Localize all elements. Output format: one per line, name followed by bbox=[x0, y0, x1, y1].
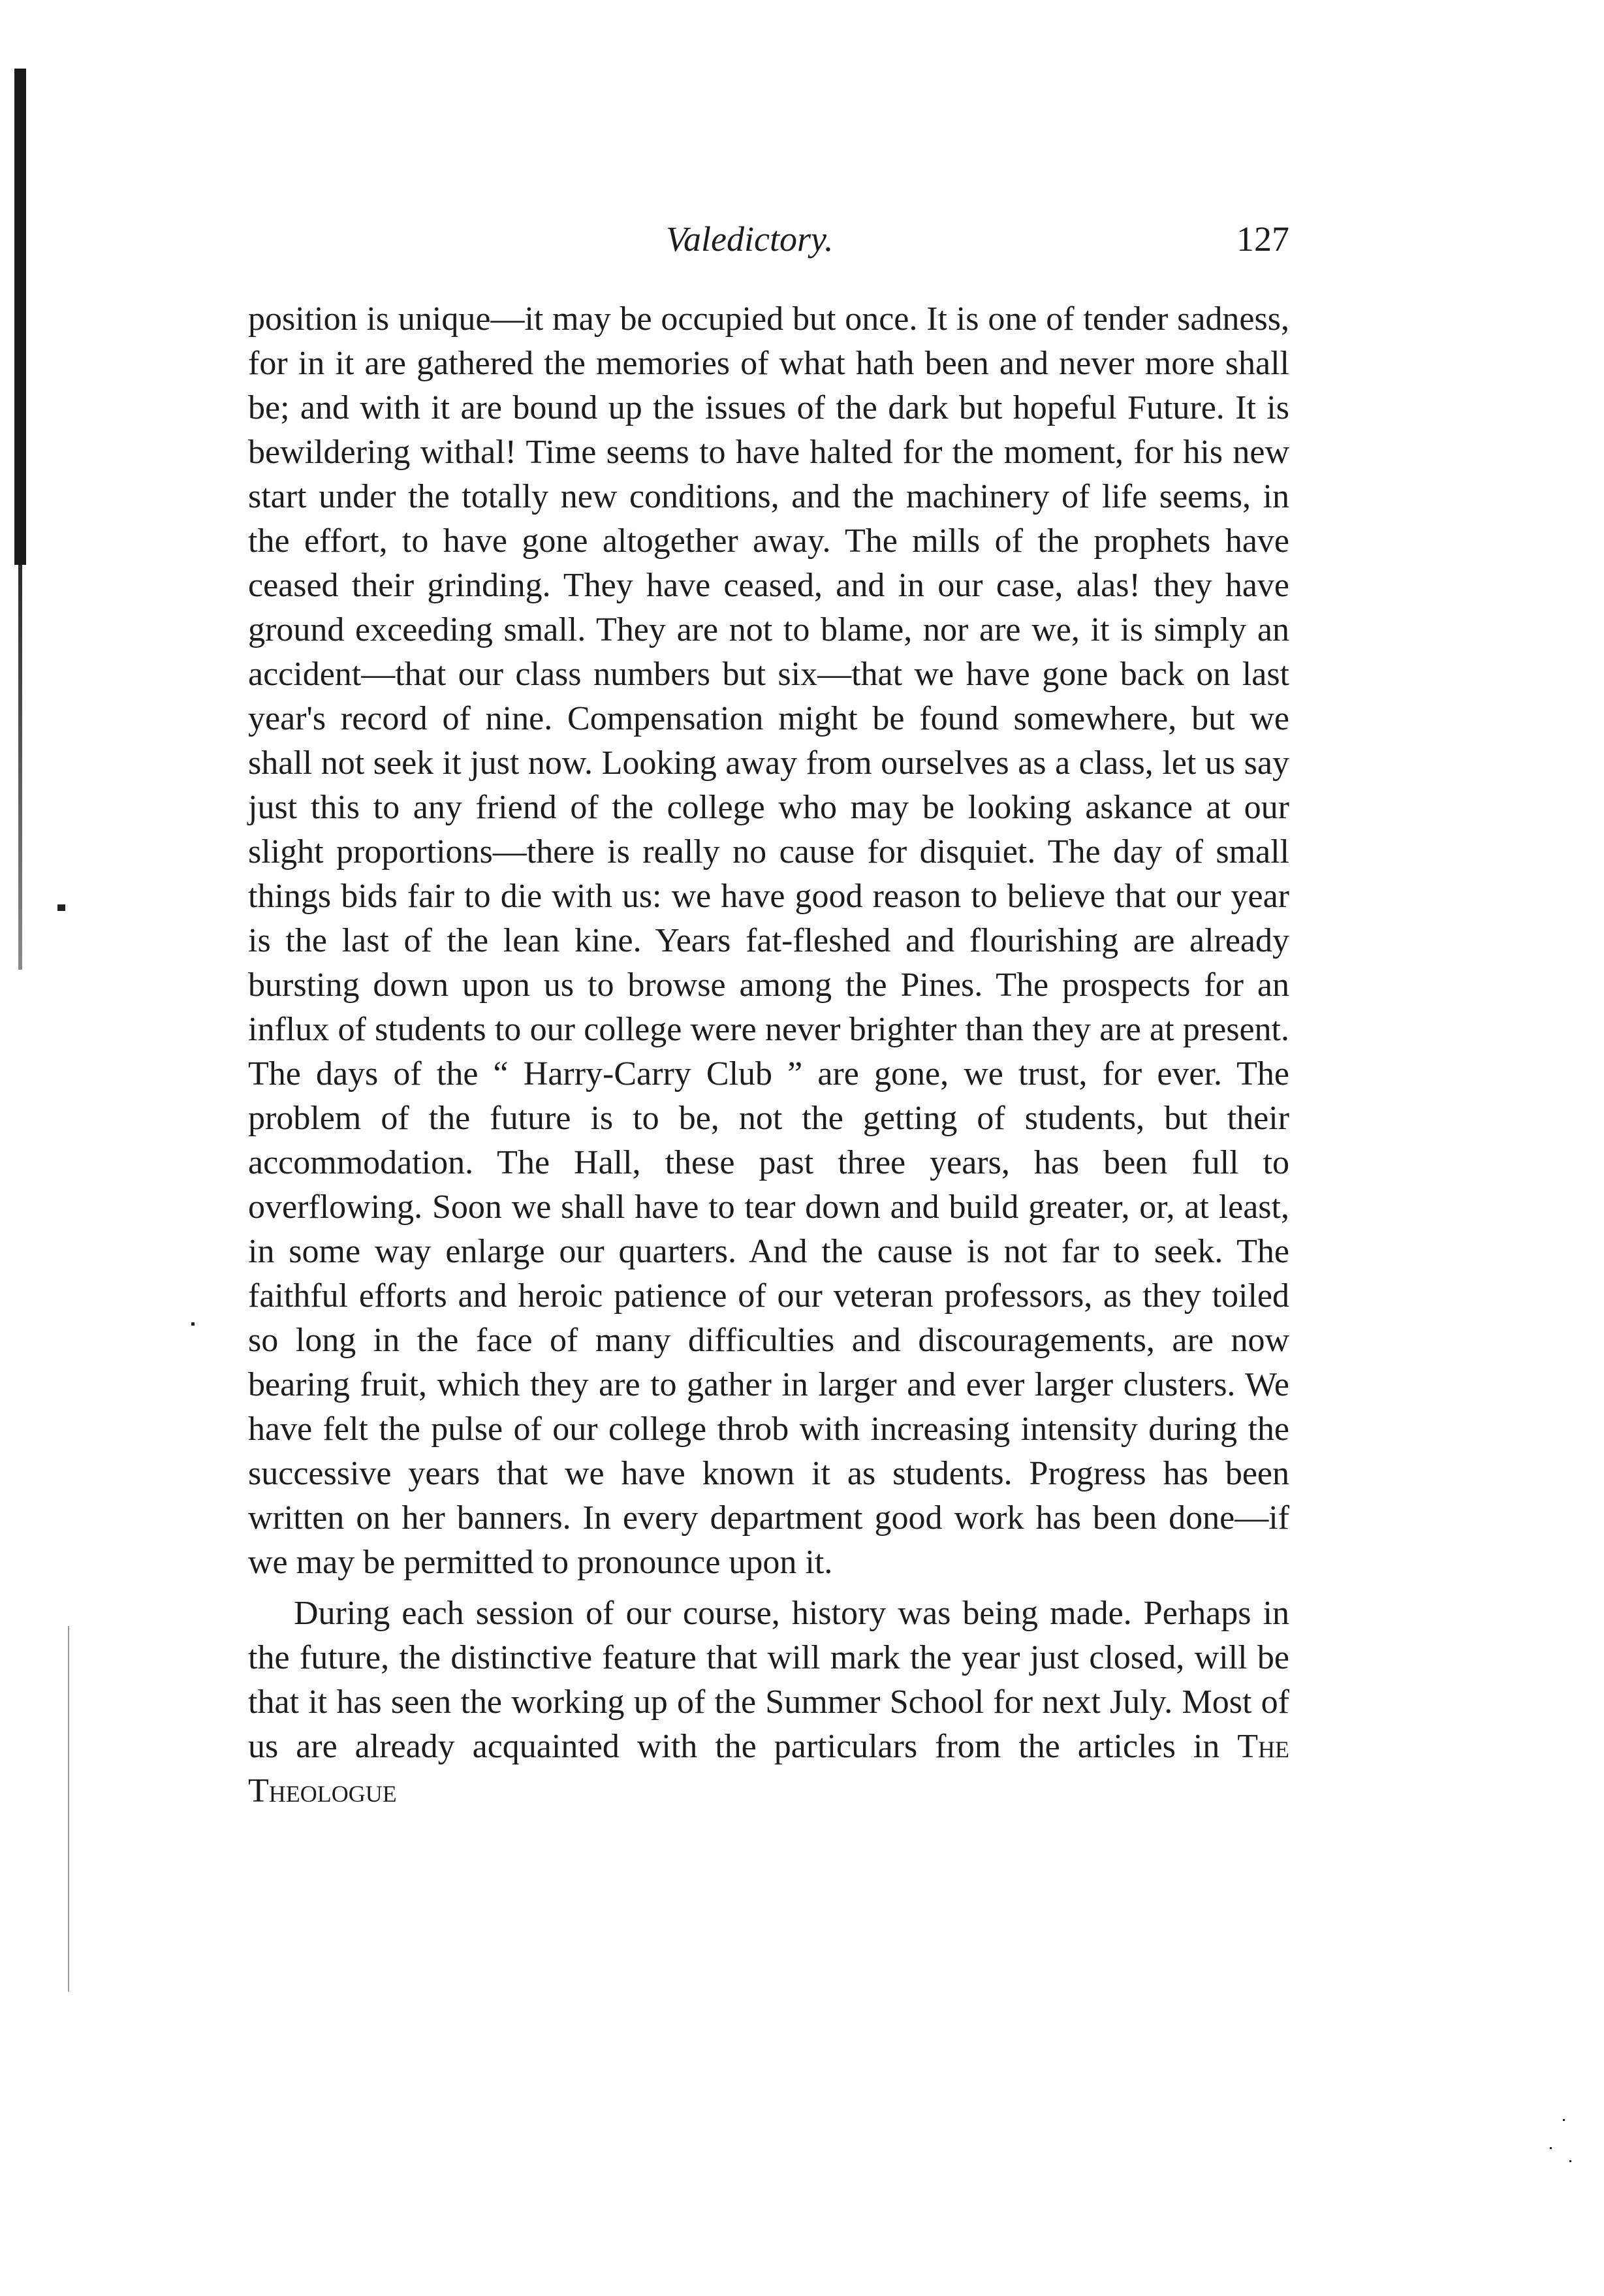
binding-edge-fade bbox=[18, 565, 22, 970]
publication-name: The Theologue bbox=[248, 1728, 1290, 1810]
margin-speck bbox=[1563, 2119, 1565, 2121]
margin-speck bbox=[1550, 2147, 1552, 2149]
margin-speck bbox=[1569, 2160, 1571, 2162]
binding-edge-line bbox=[68, 1626, 69, 1992]
body-text bbox=[248, 297, 1289, 1813]
running-title: Valedictory. bbox=[666, 219, 834, 259]
binding-edge-shadow bbox=[14, 69, 26, 565]
paragraph-text: During each session of our course, history was being made. Perhaps in the future, the distinctive feature that will mark the year just closed, will be that it has seen the working up of the Summer School for next July. Most of us are already acquainted with the particulars from the articles in bbox=[248, 1595, 1289, 1765]
running-head bbox=[248, 219, 1289, 264]
paragraph bbox=[248, 1591, 1289, 1813]
margin-speck bbox=[57, 904, 65, 911]
paragraph: position is unique—it may be occupied but once. It is one of tender sadness, for in it are gathered the memories of what hath been and never more shall be; and with it are bound up the issues of the dark but hopeful Future. It is bewildering withal! Time seems to have halted for the moment, for his new start under the totally new conditions, and the machinery of life seems, in the effort, to have gone altogether away. The mills of the prophets have ceased their grinding. They have ceased, and in our case, alas! they have ground exceeding small. They are not to blame, nor are we, it is simply an accident—that our class numbers but six—that we have gone back on last year's record of nine. Compensation might be found somewhere, but we shall not seek it just now. Looking away from ourselves as a class, let us say just this to any friend of the college who may be looking askance at our slight proportions—there is really no cause for disquiet. The day of small things bids fair to die with us: we have good reason to believe that our year is the last of the lean kine. Years fat-fleshed and flourishing are already bursting down upon us to browse among the Pines. The prospects for an influx of students to our college were never brighter than they are at present. The days of the “ Harry-Carry Club ” are gone, we trust, for ever. The problem of the future is to be, not the getting of students, but their accommodation. The Hall, these past three years, has been full to overflowing. Soon we shall have to tear down and build greater, or, at least, in some way enlarge our quarters. And the cause is not far to seek. The faithful efforts and heroic patience of our veteran professors, as they toiled so long in the face of many difficulties and discouragements, are now bearing fruit, which they are to gather in larger and ever larger clusters. We have felt the pulse of our college throb with increasing intensity during the successive years that we have known it as students. Progress has been written on her banners. In every department good work has been done—if we may be permitted to pronounce upon it. bbox=[248, 300, 1289, 1581]
page-number: 127 bbox=[1236, 219, 1289, 259]
margin-speck bbox=[191, 1322, 195, 1326]
